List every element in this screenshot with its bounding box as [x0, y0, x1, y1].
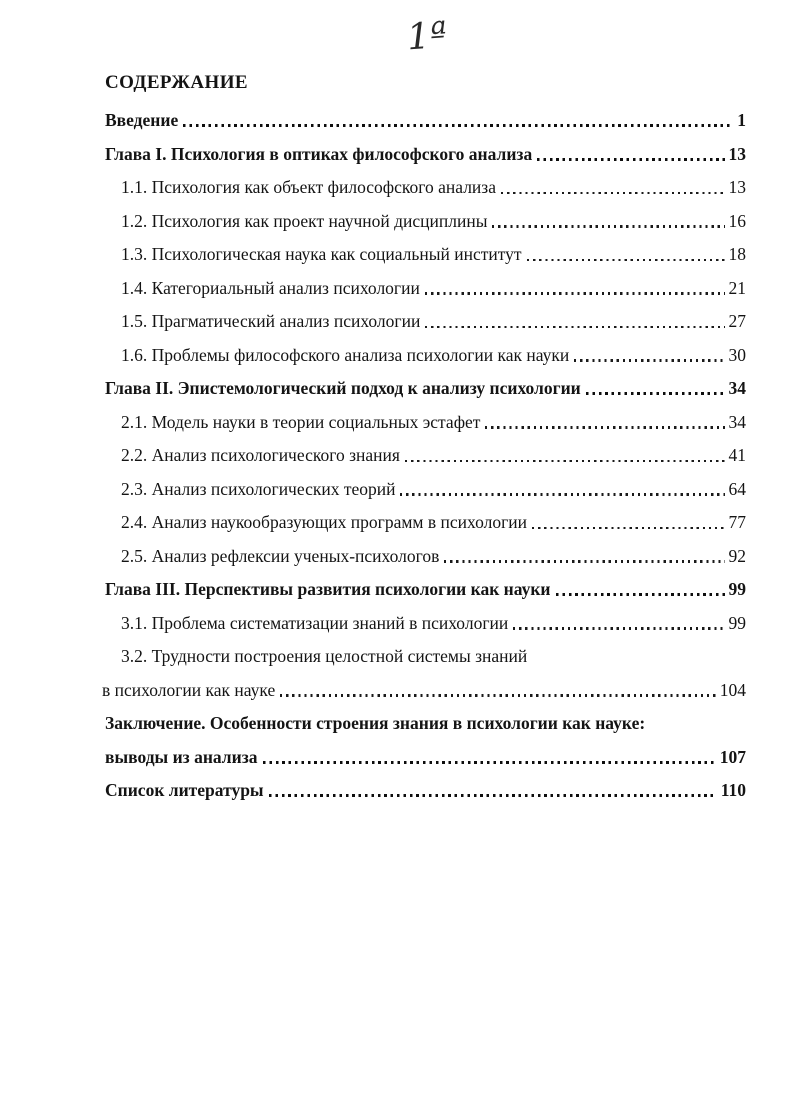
toc-entry-label: 2.2. Анализ психологического знания: [121, 445, 400, 465]
page-number: 110: [720, 780, 746, 800]
toc-entry-label: Введение: [105, 110, 179, 130]
dot-leader: [492, 225, 724, 227]
page-number: 13: [728, 143, 746, 164]
page-number: 34: [728, 378, 746, 398]
page-number: 41: [728, 445, 746, 465]
dot-leader: [532, 527, 724, 529]
toc-entry-label: 1.4. Категориальный анализ психологии: [121, 277, 420, 298]
page-number: 107: [719, 746, 746, 767]
toc-entry: [105, 177, 746, 198]
toc-entry: [105, 713, 746, 734]
toc-entry-label: 1.3. Психологическая наука как социальный институт: [121, 244, 522, 264]
toc-entry: [105, 546, 746, 567]
page-number: 13: [728, 177, 746, 197]
page-number: 92: [728, 545, 746, 566]
dot-leader: [513, 627, 724, 629]
toc-entry-label: 2.5. Анализ рефлексии ученых-психологов: [121, 545, 440, 566]
page-number: 99: [728, 579, 746, 599]
toc-entry-label: 3.1. Проблема систематизации знаний в психологии: [121, 612, 509, 633]
page-number: 34: [728, 411, 746, 432]
toc-entry-label: в психологии как науке: [102, 679, 276, 700]
dot-leader: [400, 493, 724, 495]
toc-entry-label: 3.2. Трудности построения целостной системы знаний: [121, 646, 528, 666]
toc-entry: [105, 378, 746, 399]
dot-leader: [501, 192, 725, 194]
page-title: СОДЕРЖАНИЕ: [105, 72, 248, 93]
dot-leader: [269, 794, 717, 797]
page-number: 77: [728, 512, 746, 532]
dot-leader: [527, 259, 725, 261]
toc-entry: [105, 412, 746, 433]
toc-entry-label: Заключение. Особенности строения знания в психологии как науке:: [105, 713, 646, 733]
dot-leader: [425, 326, 724, 328]
toc-entry-label: Глава II. Эпистемологический подход к анализу психологии: [105, 378, 581, 398]
toc-entry-label: Глава III. Перспективы развития психологии как науки: [105, 579, 551, 599]
dot-leader: [574, 359, 724, 361]
toc-entry-label: 2.4. Анализ наукообразующих программ в психологии: [121, 512, 528, 532]
dot-leader: [183, 124, 733, 127]
page-number: 18: [728, 244, 746, 264]
toc-entry-continuation: [105, 747, 746, 768]
page-number: 21: [728, 277, 746, 298]
toc-entry: [105, 244, 746, 265]
dot-leader: [537, 158, 724, 161]
dot-leader: [485, 426, 724, 428]
toc-entry-label: 1.6. Проблемы философского анализа психологии как науки: [121, 344, 570, 365]
page-number: 99: [728, 612, 746, 633]
page-number: 64: [728, 478, 746, 499]
toc-entry-label: Список литературы: [105, 780, 264, 800]
toc-entry: [105, 345, 746, 366]
toc-entry: [105, 479, 746, 500]
dot-leader: [556, 593, 725, 596]
toc-entry: [105, 110, 746, 131]
page-number: 1: [737, 110, 746, 130]
dot-leader: [586, 392, 725, 395]
page-number: 104: [719, 679, 746, 700]
dot-leader: [444, 560, 724, 562]
dot-leader: [263, 761, 716, 764]
toc-entry-label: выводы из анализа: [105, 746, 258, 767]
toc-entry-label: 1.2. Психология как проект научной дисциплины: [121, 210, 488, 231]
dot-leader: [280, 694, 716, 696]
toc-entry-continuation: [102, 680, 746, 701]
toc-entry: [105, 211, 746, 232]
dot-leader: [425, 292, 725, 294]
toc-entry-label: 2.3. Анализ психологических теорий: [121, 478, 396, 499]
toc-entry: [105, 646, 746, 667]
dot-leader: [405, 460, 725, 462]
toc-entry-label: 1.5. Прагматический анализ психологии: [121, 311, 421, 331]
toc-entry: [105, 579, 746, 600]
toc-entry-label: 1.1. Психология как объект философского анализа: [121, 177, 496, 197]
page-number: 30: [728, 344, 746, 365]
toc-entry: [105, 613, 746, 634]
handwritten-mark: 1ª: [405, 14, 449, 59]
page-number: 16: [728, 210, 746, 231]
toc-entry-label: Глава I. Психология в оптиках философского анализа: [105, 143, 533, 164]
toc-entry: [105, 278, 746, 299]
page-number: 27: [728, 311, 746, 331]
toc-entry: [105, 311, 746, 332]
toc-entry: [105, 780, 746, 801]
toc-entry: [105, 144, 746, 165]
toc-entry-label: 2.1. Модель науки в теории социальных эстафет: [121, 411, 481, 432]
toc-page: [102, 72, 746, 814]
toc-entry: [105, 445, 746, 466]
toc-entry: [105, 512, 746, 533]
